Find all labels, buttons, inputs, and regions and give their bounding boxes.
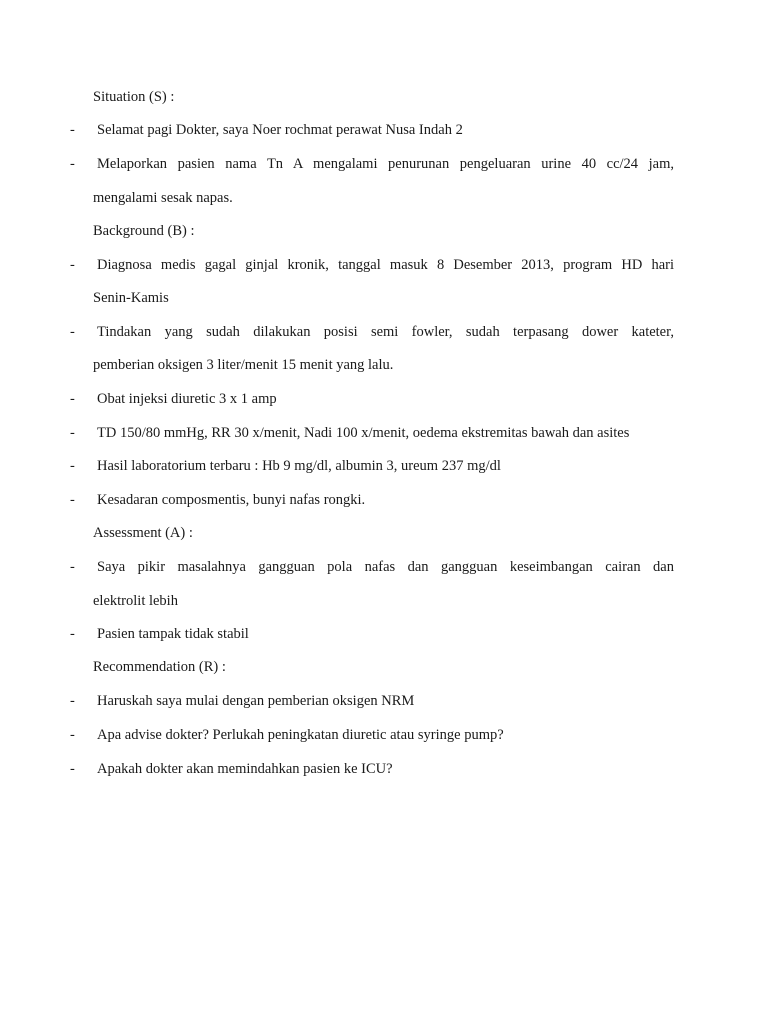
bullet-dash: -	[70, 122, 75, 138]
bullet-dash: -	[70, 156, 75, 172]
bullet-dash: -	[70, 761, 75, 777]
item-text-line: pemberian oksigen 3 liter/menit 15 menit yang lalu.	[93, 357, 394, 373]
bullet-dash: -	[70, 324, 75, 340]
item-text-line: Hasil laboratorium terbaru : Hb 9 mg/dl, albumin 3, ureum 237 mg/dl	[97, 458, 501, 474]
bullet-dash: -	[70, 425, 75, 441]
item-text-line: Haruskah saya mulai dengan pemberian oksigen NRM	[97, 693, 415, 709]
item-text-line: elektrolit lebih	[93, 593, 178, 609]
bullet-dash: -	[70, 257, 75, 273]
bullet-dash: -	[70, 626, 75, 642]
item-text-line: Apakah dokter akan memindahkan pasien ke ICU?	[97, 761, 393, 777]
item-text-line: mengalami sesak napas.	[93, 190, 233, 206]
bullet-dash: -	[70, 559, 75, 575]
bullet-dash: -	[70, 492, 75, 508]
recommendation-heading: Recommendation (R) :	[93, 659, 226, 675]
bullet-dash: -	[70, 693, 75, 709]
bullet-dash: -	[70, 458, 75, 474]
item-text-line: TD 150/80 mmHg, RR 30 x/menit, Nadi 100 x/menit, oedema ekstremitas bawah dan asites	[97, 425, 630, 441]
bullet-dash: -	[70, 727, 75, 743]
situation-heading: Situation (S) :	[93, 89, 175, 105]
item-text-line: Apa advise dokter? Perlukah peningkatan diuretic atau syringe pump?	[97, 727, 504, 743]
item-text-line: Melaporkan pasien nama Tn A mengalami penurunan pengeluaran urine 40 cc/24 jam,	[97, 156, 674, 172]
item-text-line: Obat injeksi diuretic 3 x 1 amp	[97, 391, 277, 407]
item-text-line: Diagnosa medis gagal ginjal kronik, tanggal masuk 8 Desember 2013, program HD hari	[97, 257, 674, 273]
item-text-line: Senin-Kamis	[93, 290, 169, 306]
assessment-heading: Assessment (A) :	[93, 525, 193, 541]
background-heading: Background (B) :	[93, 223, 195, 239]
item-text-line: Selamat pagi Dokter, saya Noer rochmat perawat Nusa Indah 2	[97, 122, 463, 138]
item-text-line: Kesadaran composmentis, bunyi nafas rongki.	[97, 492, 366, 508]
bullet-dash: -	[70, 391, 75, 407]
item-text-line: Tindakan yang sudah dilakukan posisi semi fowler, sudah terpasang dower kateter,	[97, 324, 674, 340]
item-text-line: Saya pikir masalahnya gangguan pola nafas dan gangguan keseimbangan cairan dan	[97, 559, 674, 575]
item-text-line: Pasien tampak tidak stabil	[97, 626, 249, 642]
